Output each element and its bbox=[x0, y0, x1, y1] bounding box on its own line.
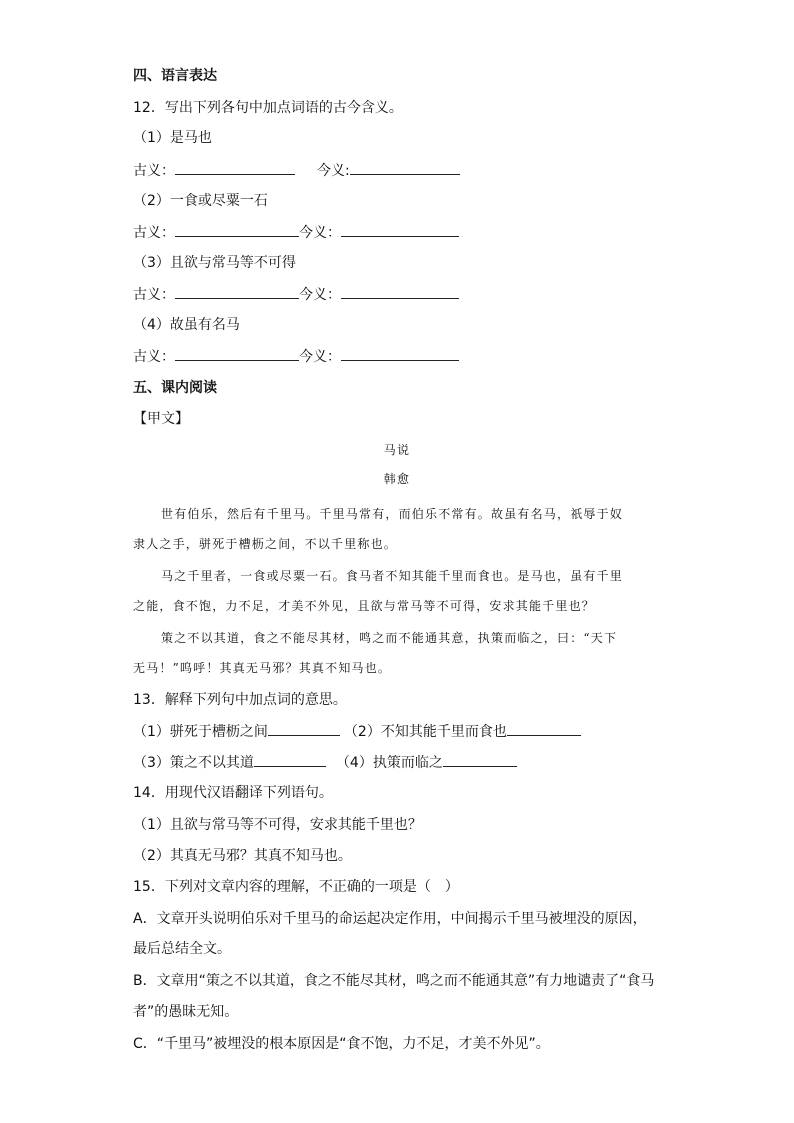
q12-item-1-answer-row bbox=[133, 160, 460, 181]
jin-blank[interactable] bbox=[350, 160, 460, 175]
q15-option-a-line2: 最后总结全文。 bbox=[133, 941, 231, 957]
q13-blank-1[interactable] bbox=[268, 721, 340, 736]
q13-item-1: （1）骈死于槽枥之间 bbox=[133, 724, 268, 740]
gu-label: 古义： bbox=[133, 225, 175, 241]
q13-item-4: （4）执策而临之 bbox=[335, 755, 443, 771]
q12-item-2-answer-row bbox=[133, 222, 459, 243]
q12-item-3-answer-row bbox=[133, 284, 459, 305]
q12-item-3-label: （3）且欲与常马等不可得 bbox=[133, 255, 296, 271]
gu-blank[interactable] bbox=[175, 346, 299, 361]
gu-label: 古义： bbox=[133, 163, 175, 179]
jin-label: 今义： bbox=[299, 349, 341, 365]
q13-row-2 bbox=[133, 752, 517, 773]
passage-p3-line2: 无马！”呜呼！其真无马邪？其真不知马也。 bbox=[133, 661, 392, 675]
q13-item-3: （3）策之不以其道 bbox=[133, 755, 254, 771]
q13-row-1 bbox=[133, 721, 581, 742]
gu-blank[interactable] bbox=[175, 160, 295, 175]
passage-author: 韩愈 bbox=[383, 472, 411, 486]
q12-item-2-label: （2）一食或尽粟一石 bbox=[133, 193, 268, 209]
jin-label: 今义: bbox=[317, 163, 350, 179]
q15-option-a-line1: A．文章开头说明伯乐对千里马的命运起决定作用，中间揭示千里马被埋没的原因， bbox=[133, 911, 647, 927]
gu-blank[interactable] bbox=[175, 284, 299, 299]
gu-label: 古义： bbox=[133, 287, 175, 303]
q15-stem: 15．下列对文章内容的理解，不正确的一项是（ ） bbox=[133, 879, 459, 895]
q14-stem: 14．用现代汉语翻译下列语句。 bbox=[133, 785, 333, 801]
passage-a-label: 【甲文】 bbox=[133, 411, 189, 427]
q12-item-1-label: （1）是马也 bbox=[133, 130, 212, 146]
passage-title: 马说 bbox=[383, 443, 411, 457]
q12-stem: 12．写出下列各句中加点词语的古今含义。 bbox=[133, 100, 403, 116]
q13-blank-4[interactable] bbox=[443, 752, 517, 767]
jin-label: 今义： bbox=[299, 287, 341, 303]
section-four-heading: 四、语言表达 bbox=[133, 68, 217, 84]
q13-blank-2[interactable] bbox=[507, 721, 581, 736]
gu-label: 古义： bbox=[133, 349, 175, 365]
q13-blank-3[interactable] bbox=[254, 752, 326, 767]
q15-option-b-line2: 者”的愚昧无知。 bbox=[133, 1004, 239, 1020]
q12-item-4-label: （4）故虽有名马 bbox=[133, 317, 240, 333]
q15-option-b-line1: B．文章用“策之不以其道，食之不能尽其材，鸣之而不能通其意”有力地谴责了“食马 bbox=[133, 973, 655, 989]
jin-blank[interactable] bbox=[341, 222, 459, 237]
passage-p1-line2: 隶人之手，骈死于槽枥之间，不以千里称也。 bbox=[133, 537, 398, 551]
passage-p3-line1: 策之不以其道，食之不能尽其材，鸣之而不能通其意，执策而临之，曰：“天下 bbox=[161, 631, 618, 645]
jin-label: 今义： bbox=[299, 225, 341, 241]
passage-p2-line2: 之能，食不饱，力不足，才美不外见，且欲与常马等不可得，安求其能千里也？ bbox=[133, 599, 596, 613]
q14-item-1: （1）且欲与常马等不可得，安求其能千里也？ bbox=[133, 817, 422, 833]
section-five-heading: 五、课内阅读 bbox=[133, 380, 217, 396]
q15-option-c: C．“千里马”被埋没的根本原因是“食不饱，力不足，才美不外见”。 bbox=[133, 1036, 550, 1052]
passage-p2-line1: 马之千里者，一食或尽粟一石。食马者不知其能千里而食也。是马也，虽有千里 bbox=[161, 569, 624, 583]
jin-blank[interactable] bbox=[341, 284, 459, 299]
gu-blank[interactable] bbox=[175, 222, 299, 237]
jin-blank[interactable] bbox=[341, 346, 459, 361]
q13-stem: 13．解释下列句中加点词的意思。 bbox=[133, 692, 347, 708]
q14-item-2: （2）其真无马邪？其真不知马也。 bbox=[133, 848, 352, 864]
passage-p1-line1: 世有伯乐，然后有千里马。千里马常有，而伯乐不常有。故虽有名马，祇辱于奴 bbox=[161, 507, 624, 521]
q13-item-2: （2）不知其能千里而食也 bbox=[343, 724, 507, 740]
q12-item-4-answer-row bbox=[133, 346, 459, 367]
